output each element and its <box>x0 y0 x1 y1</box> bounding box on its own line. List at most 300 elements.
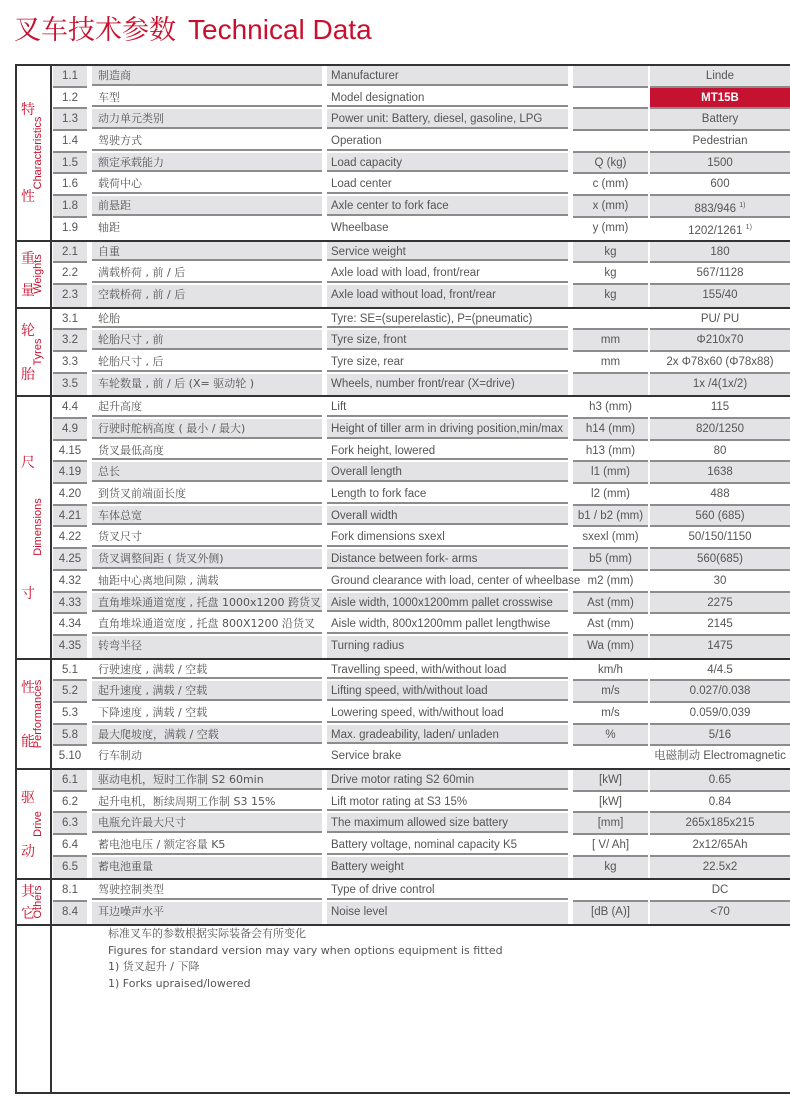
group-label-char: 量 <box>21 283 35 300</box>
row-label-cn-text: 货叉最低高度 <box>98 443 164 457</box>
group-label-char: 寸 <box>21 585 35 602</box>
row-value <box>650 835 790 857</box>
table-row <box>52 242 790 264</box>
row-number-text: 8.4 <box>62 906 78 919</box>
row-number-text: 8.1 <box>62 884 78 897</box>
row-label-en <box>327 614 568 634</box>
row-label-cn <box>92 174 322 194</box>
row-label-cn-text: 货叉调整间距 ( 货叉外侧) <box>98 552 224 566</box>
row-number-text: 1.8 <box>62 200 78 213</box>
table-row <box>52 813 790 835</box>
row-label-en-text: Battery voltage, nominal capacity K5 <box>331 839 518 852</box>
row-label-cn-text: 动力单元类别 <box>98 112 164 126</box>
row-label-en-text: Service brake <box>331 750 402 763</box>
row-label-cn <box>92 441 322 461</box>
row-label-cn <box>92 902 322 924</box>
row-unit <box>573 813 648 835</box>
row-value-text: 1500 <box>707 156 733 169</box>
table-row <box>52 484 790 506</box>
row-unit-text: km/h <box>598 663 623 676</box>
row-label-en <box>327 352 568 372</box>
row-number-text: 2.2 <box>62 267 78 280</box>
table-row <box>52 725 790 747</box>
row-label-cn <box>92 109 322 129</box>
row-value-text: 0.027/0.038 <box>689 685 751 698</box>
row-value-text: DC <box>711 884 729 897</box>
row-unit-text: h14 (mm) <box>585 423 636 435</box>
row-number <box>53 614 87 636</box>
group-label-char: 动 <box>21 844 35 861</box>
row-label-en-text: Load capacity <box>331 156 402 169</box>
row-label-en-text: Travelling speed, with/without load <box>331 663 507 676</box>
table-row <box>52 88 790 110</box>
group-label-en: Weights <box>32 254 44 294</box>
table-row <box>52 770 790 792</box>
table-row <box>52 109 790 131</box>
table-row <box>52 527 790 549</box>
row-label-en-text: Wheels, number front/rear (X=drive) <box>331 377 515 390</box>
table-row <box>52 352 790 374</box>
row-label-cn <box>92 549 322 569</box>
row-number-text: 6.2 <box>62 795 78 808</box>
row-unit <box>573 857 648 879</box>
group-label-char: 重 <box>21 250 35 267</box>
row-unit <box>573 88 648 110</box>
group-label <box>17 309 50 396</box>
row-label-cn-text: 轮胎尺寸 , 前 <box>98 333 164 347</box>
row-value <box>650 614 790 636</box>
row-label-cn-text: 直角堆垛通道宽度 , 托盘 1000x1200 跨货叉 <box>98 595 321 609</box>
row-label-cn-text: 行车制动 <box>98 749 142 763</box>
row-unit <box>573 419 648 441</box>
row-label-en-text: Max. gradeability, laden/ unladen <box>331 728 499 741</box>
row-label-en-text: Axle load without load, front/rear <box>331 288 496 301</box>
row-label-en-text: Axle center to fork face <box>331 200 449 213</box>
row-number-text: 1.1 <box>62 70 78 82</box>
row-label-cn <box>92 725 322 745</box>
row-label-en-text: Length to fork face <box>331 488 427 501</box>
row-number <box>53 309 87 331</box>
row-label-en-text: Wheelbase <box>331 221 389 234</box>
row-value-text: 265x185x215 <box>685 817 755 830</box>
table-row <box>52 660 790 682</box>
group-label-char: 能 <box>21 733 35 750</box>
row-label-en <box>327 549 568 569</box>
row-label-en <box>327 66 568 86</box>
table-row <box>52 330 790 352</box>
row-number <box>53 242 87 264</box>
row-label-en-text: Aisle width, 1000x1200mm pallet crosswise <box>331 596 553 609</box>
table-row <box>52 66 790 88</box>
row-unit-text: [mm] <box>597 817 624 830</box>
row-unit-text: Wa (mm) <box>587 639 634 652</box>
row-label-en <box>327 330 568 350</box>
row-label-cn <box>92 218 322 240</box>
row-value <box>650 263 790 285</box>
row-unit-text: m/s <box>601 706 620 719</box>
row-number <box>53 397 87 419</box>
row-label-en-text: Lifting speed, with/without load <box>331 685 488 698</box>
row-label-cn-text: 最大爬坡度，满载 / 空载 <box>98 727 219 741</box>
row-number-text: 2.1 <box>62 245 78 258</box>
row-unit-text: b5 (mm) <box>589 553 632 566</box>
row-label-en <box>327 174 568 194</box>
row-number <box>53 902 87 924</box>
row-label-en <box>327 88 568 108</box>
group-label-en: Tyres <box>32 338 44 366</box>
row-unit <box>573 330 648 352</box>
row-number-text: 6.4 <box>62 839 78 852</box>
row-value-text: 1475 <box>707 639 733 652</box>
row-unit-text: x (mm) <box>592 200 629 213</box>
table-row <box>52 902 790 924</box>
group-weights <box>17 242 790 309</box>
group-label <box>17 770 50 878</box>
row-label-cn <box>92 835 322 855</box>
footnotes <box>108 926 503 992</box>
table-row <box>52 131 790 153</box>
table-row <box>52 462 790 484</box>
row-number-text: 6.1 <box>62 774 78 786</box>
row-unit-text: [ V/ Ah] <box>591 839 630 852</box>
row-value-text: 115 <box>710 401 730 414</box>
row-label-en-text: Height of tiller arm in driving position,min/max <box>331 423 564 435</box>
row-value-text: 电磁制动 Electromagnetic <box>654 750 786 763</box>
table-row <box>52 153 790 175</box>
row-number <box>53 196 87 218</box>
row-value-text: MT15B <box>701 91 739 104</box>
row-value <box>650 174 790 196</box>
row-number-text: 1.9 <box>62 221 78 234</box>
table-row <box>52 746 790 768</box>
footnote-ref: 1) <box>745 223 752 231</box>
row-label-en-text: Type of drive control <box>331 884 435 897</box>
row-value-text: 2145 <box>707 618 733 631</box>
row-label-en <box>327 309 568 329</box>
row-value <box>650 153 790 175</box>
row-label-cn-text: 轮胎尺寸 , 后 <box>98 354 164 368</box>
row-value-text: 180 <box>710 245 730 258</box>
row-label-cn-text: 起升电机，断续周期工作制 S3 15% <box>98 794 276 808</box>
row-number-text: 1.2 <box>62 91 78 104</box>
row-value <box>650 88 790 110</box>
row-label-en-text: Drive motor rating S2 60min <box>331 774 475 786</box>
row-number <box>53 549 87 571</box>
row-value-text: PU/ PU <box>700 312 740 325</box>
row-label-cn <box>92 770 322 790</box>
group-dimensions <box>17 397 790 659</box>
row-value <box>650 441 790 463</box>
row-label-en-text: Tyre size, rear <box>331 355 404 368</box>
row-unit-text: h3 (mm) <box>589 401 632 414</box>
row-label-cn <box>92 660 322 680</box>
row-number <box>53 571 87 593</box>
row-label-en-text: Noise level <box>331 906 388 919</box>
row-label-en-text: Overall width <box>331 509 398 522</box>
group-label-char: 驱 <box>21 790 35 807</box>
group-label <box>17 66 50 240</box>
row-label-cn-text: 货叉尺寸 <box>98 530 142 544</box>
row-label-cn-text: 行驶速度 , 满载 / 空载 <box>98 662 208 676</box>
row-unit-text: [kW] <box>599 795 622 808</box>
row-unit <box>573 880 648 902</box>
row-unit-text: h13 (mm) <box>585 444 636 457</box>
row-value <box>650 746 790 768</box>
row-number <box>53 527 87 549</box>
row-number-text: 3.5 <box>62 377 78 390</box>
row-number <box>53 441 87 463</box>
row-label-cn <box>92 66 322 86</box>
row-unit <box>573 725 648 747</box>
row-value-text: 883/946 <box>694 202 737 215</box>
group-label-char: 轮 <box>21 323 35 340</box>
row-label-cn-text: 车型 <box>98 90 120 104</box>
row-unit <box>573 196 648 218</box>
row-number-text: 1.6 <box>62 178 78 191</box>
row-label-cn <box>92 813 322 833</box>
row-label-cn-text: 到货叉前端面长度 <box>98 487 186 501</box>
table-row <box>52 263 790 285</box>
row-unit <box>573 218 648 240</box>
row-label-en-text: The maximum allowed size battery <box>331 817 509 830</box>
row-value-text: 22.5x2 <box>702 860 738 873</box>
row-label-cn-text: 额定承载能力 <box>98 155 164 169</box>
table-row <box>52 397 790 419</box>
row-value <box>650 660 790 682</box>
row-number <box>53 746 87 768</box>
row-label-en <box>327 506 568 526</box>
group-label <box>17 242 50 307</box>
row-label-en <box>327 285 568 307</box>
row-number-text: 4.21 <box>58 509 82 522</box>
row-number-text: 5.8 <box>62 728 78 741</box>
row-label-en-text: Ground clearance with load, center of wheelbase <box>331 574 581 587</box>
row-value-text: 80 <box>713 444 727 457</box>
row-value-text: 0.65 <box>708 774 732 786</box>
row-unit <box>573 703 648 725</box>
group-label-en: Others <box>32 885 44 919</box>
row-value-text: 5/16 <box>708 728 732 741</box>
row-number-text: 5.1 <box>62 663 78 676</box>
row-unit-text: b1 / b2 (mm) <box>577 509 644 522</box>
row-number-text: 1.4 <box>62 135 78 148</box>
row-value <box>650 66 790 88</box>
row-unit <box>573 484 648 506</box>
row-value <box>650 309 790 331</box>
row-label-cn-text: 总长 <box>98 465 120 479</box>
row-value-text: 2x12/65Ah <box>692 839 748 852</box>
row-label-cn <box>92 484 322 504</box>
row-label-en-text: Tyre: SE=(superelastic), P=(pneumatic) <box>331 312 533 325</box>
row-unit <box>573 636 648 658</box>
table-row <box>52 614 790 636</box>
group-label-en: Dimensions <box>32 498 44 557</box>
row-number-text: 2.3 <box>62 288 78 301</box>
row-value-text: 560 (685) <box>695 509 745 522</box>
row-label-cn-text: 轮胎 <box>98 311 120 325</box>
row-number <box>53 88 87 110</box>
row-value-text: <70 <box>710 906 730 919</box>
row-number-text: 3.2 <box>62 334 78 347</box>
row-value-text: 0.84 <box>708 795 732 808</box>
row-label-en-text: Lowering speed, with/without load <box>331 706 504 719</box>
row-value <box>650 285 790 307</box>
row-label-cn <box>92 527 322 547</box>
row-value <box>650 792 790 814</box>
row-label-en <box>327 770 568 790</box>
group-label-en: Drive <box>32 811 44 838</box>
row-label-en <box>327 835 568 855</box>
row-label-cn-text: 自重 <box>98 244 120 258</box>
row-label-en <box>327 593 568 613</box>
group-label-char: 它 <box>21 905 35 922</box>
row-value <box>650 462 790 484</box>
row-number-text: 4.19 <box>58 466 82 479</box>
row-label-cn <box>92 681 322 701</box>
row-value-text: 600 <box>710 178 730 191</box>
row-unit-text: l2 (mm) <box>591 488 630 501</box>
row-unit-text: sxexl (mm) <box>582 531 639 544</box>
row-unit <box>573 242 648 264</box>
row-value <box>650 681 790 703</box>
row-number <box>53 109 87 131</box>
row-number-text: 4.20 <box>58 488 82 501</box>
row-number <box>53 636 87 658</box>
table-row <box>52 374 790 396</box>
row-value-text: 155/40 <box>702 288 738 301</box>
row-value-text: 30 <box>713 574 727 587</box>
row-value <box>650 218 790 240</box>
row-label-en <box>327 857 568 879</box>
row-value-text: 50/150/1150 <box>688 531 752 544</box>
footnote-ref: 1) <box>739 202 746 210</box>
row-label-cn <box>92 614 322 634</box>
row-value-text: 2275 <box>707 596 733 609</box>
row-label-cn-text: 空载桥荷 , 前 / 后 <box>98 287 186 301</box>
row-unit-text: [kW] <box>599 774 622 786</box>
row-label-cn-text: 前悬距 <box>98 199 131 213</box>
row-value-text: 1202/1261 <box>688 224 743 237</box>
row-value <box>650 549 790 571</box>
row-unit <box>573 174 648 196</box>
row-number <box>53 506 87 528</box>
row-unit <box>573 902 648 924</box>
row-value <box>650 242 790 264</box>
row-label-cn-text: 制造商 <box>98 69 131 82</box>
group-characteristics <box>17 66 790 242</box>
row-number <box>53 218 87 240</box>
row-value <box>650 770 790 792</box>
group-label-en: Performances <box>32 679 44 749</box>
row-number <box>53 813 87 835</box>
row-label-cn-text: 轴距中心离地间隙 , 满载 <box>98 573 219 587</box>
row-label-en <box>327 571 581 591</box>
row-label-en <box>327 419 568 439</box>
row-label-cn <box>92 506 322 526</box>
row-unit-text: Ast (mm) <box>587 618 634 631</box>
row-unit <box>573 746 648 768</box>
row-number <box>53 484 87 506</box>
group-label-char: 尺 <box>21 455 35 472</box>
row-label-en-text: Fork height, lowered <box>331 444 436 457</box>
row-value-text: 820/1250 <box>696 423 744 435</box>
row-label-cn-text: 起升速度 , 满载 / 空载 <box>98 684 208 698</box>
row-label-cn <box>92 792 322 812</box>
row-value <box>650 330 790 352</box>
row-label-cn <box>92 330 322 350</box>
group-label <box>17 397 50 657</box>
row-number <box>53 330 87 352</box>
group-label-char: 特 <box>21 102 35 119</box>
row-label-en-text: Fork dimensions sxexl <box>331 531 445 544</box>
row-value <box>650 636 790 658</box>
page-title <box>14 8 372 47</box>
group-label-char: 其 <box>21 884 35 901</box>
row-label-cn <box>92 593 322 613</box>
row-number-text: 4.35 <box>58 639 82 652</box>
row-label-en-text: Manufacturer <box>331 70 399 82</box>
row-label-cn <box>92 746 322 768</box>
row-label-en <box>327 131 568 151</box>
row-value-text: 1x /4(1x/2) <box>692 377 748 390</box>
table-row <box>52 571 790 593</box>
row-unit-text: kg <box>604 860 617 873</box>
row-label-en <box>327 374 568 396</box>
row-number-text: 5.2 <box>62 685 78 698</box>
row-unit <box>573 681 648 703</box>
row-unit <box>573 549 648 571</box>
row-number <box>53 374 87 396</box>
row-number <box>53 725 87 747</box>
row-label-en <box>327 813 568 833</box>
row-unit <box>573 309 648 331</box>
row-number <box>53 462 87 484</box>
row-number <box>53 770 87 792</box>
row-label-en <box>327 746 568 768</box>
row-label-en <box>327 703 568 723</box>
title-en: Technical Data <box>188 14 372 45</box>
row-label-en <box>327 792 568 812</box>
row-label-en <box>327 109 568 129</box>
row-unit <box>573 770 648 792</box>
row-value-text: 488 <box>710 488 730 501</box>
row-label-en <box>327 218 568 240</box>
row-label-cn <box>92 419 322 439</box>
row-label-en <box>327 636 568 658</box>
row-number-text: 3.1 <box>62 312 78 325</box>
table-row <box>52 549 790 571</box>
group-tyres <box>17 309 790 398</box>
row-value <box>650 131 790 153</box>
row-label-cn <box>92 285 322 307</box>
group-label-en: Characteristics <box>32 116 44 190</box>
row-unit <box>573 441 648 463</box>
row-number <box>53 835 87 857</box>
row-value <box>650 397 790 419</box>
row-number-text: 6.5 <box>62 860 78 873</box>
row-number-text: 4.25 <box>58 553 82 566</box>
row-label-cn <box>92 352 322 372</box>
row-number <box>53 792 87 814</box>
table-row <box>52 880 790 902</box>
row-label-en <box>327 725 568 745</box>
row-number-text: 4.34 <box>58 618 82 631</box>
row-value-text: Linde <box>705 70 735 82</box>
row-number <box>53 593 87 615</box>
row-unit-text: kg <box>604 245 617 258</box>
table-row <box>52 703 790 725</box>
row-number <box>53 660 87 682</box>
